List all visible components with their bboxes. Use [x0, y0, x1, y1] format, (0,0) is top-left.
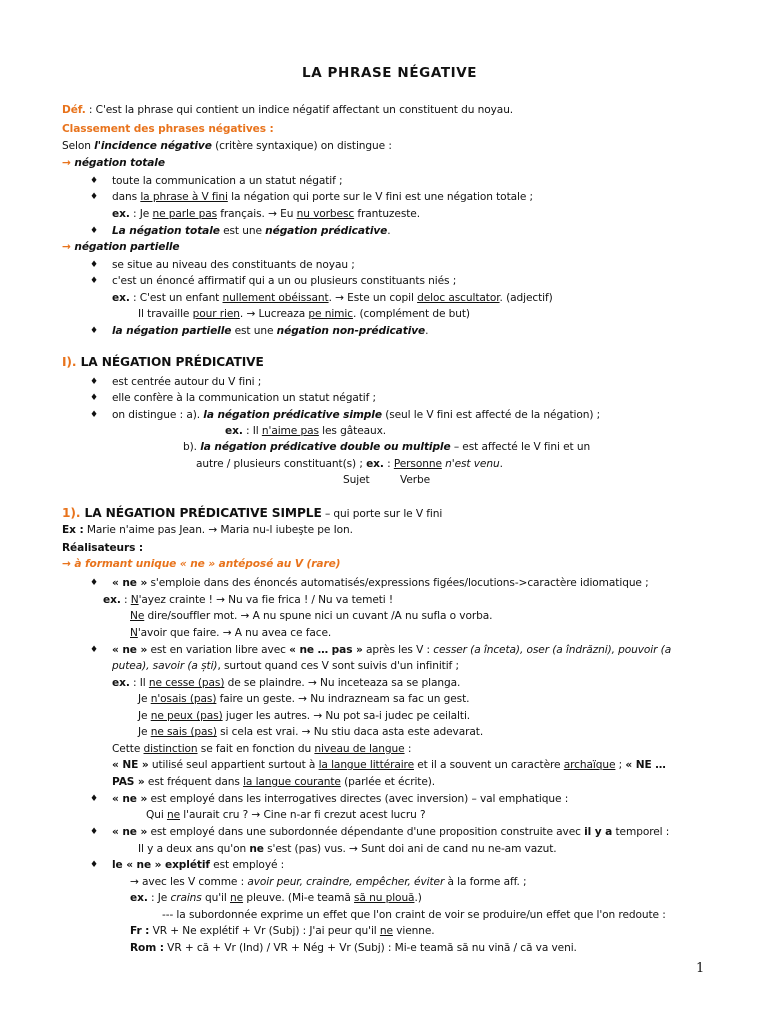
lang-label: Rom :: [130, 942, 164, 954]
list-item: [112, 576, 649, 590]
italic-text: cesser (a înceta), oser (a îndrăzni), pouvoir (a: [433, 644, 672, 656]
term: négation non-prédicative: [276, 325, 426, 337]
bullet-icon: ♦: [90, 377, 99, 387]
text: Je: [138, 710, 151, 722]
bullet-icon: ♦: [90, 645, 99, 655]
arrow-icon: →: [62, 241, 75, 253]
text: VR + că + Vr (Ind) / VR + Nég + Vr (Subj) : Mi-e teamă să nu vină / că va veni.: [163, 942, 577, 954]
italic-text: crains: [170, 892, 202, 904]
text: :: [404, 743, 412, 755]
classification-heading: Classement des phrases négatives :: [62, 123, 274, 135]
negation-partielle-heading: [62, 240, 180, 254]
ex-label: ex.: [103, 594, 121, 606]
text: est employé :: [209, 859, 285, 871]
text: français. → Eu: [217, 208, 297, 220]
definition-text: : C'est la phrase qui contient un indice négatif affectant un constituent du noyau.: [85, 104, 514, 116]
example-line: [138, 709, 470, 723]
arrow-icon: →: [62, 558, 75, 570]
note-line: [112, 758, 666, 772]
list-item: [112, 792, 568, 806]
text: (critère syntaxique) on distingue :: [211, 140, 392, 152]
example-line: [130, 891, 422, 905]
sub-item: [130, 875, 527, 889]
example-line: [103, 593, 393, 607]
text: .: [425, 325, 429, 337]
lang-label: Fr :: [130, 925, 150, 937]
example-line: [138, 842, 557, 856]
term: « NE …: [625, 759, 666, 771]
list-item: [112, 190, 533, 204]
text: . → Lucreaza: [239, 308, 309, 320]
text: est une: [219, 225, 266, 237]
bullet-icon: ♦: [90, 827, 99, 837]
ex-label: ex.: [130, 892, 148, 904]
underlined-text: nu vorbesc: [296, 208, 355, 220]
sub-item: --- la subordonnée exprime un effet que l'on craint de voir se produire/un effet que l'on redoute :: [162, 909, 666, 921]
underlined-text: ne peux (pas): [150, 710, 223, 722]
example-line: [130, 626, 331, 640]
label-verbe: Verbe: [400, 474, 431, 486]
text: qu'il: [201, 892, 230, 904]
text: si cela est vrai. → Nu stiu daca asta este adevarat.: [216, 726, 484, 738]
text: Il y a deux ans qu'on: [138, 843, 250, 855]
text: à la forme aff. ;: [444, 876, 527, 888]
text: :: [120, 594, 131, 606]
term: il y a: [584, 826, 613, 838]
text: VR + Ne explétif + Vr (Subj) : J'ai peur qu'il: [149, 925, 380, 937]
text: est employé dans une subordonnée dépendante d'une proposition construite avec: [147, 826, 585, 838]
text: les gâteaux.: [318, 425, 387, 437]
italic-text: avoir peur, craindre, empêcher, éviter: [247, 876, 445, 888]
text: : Je: [129, 208, 153, 220]
text: ;: [615, 759, 626, 771]
text: s'emploie dans des énoncés automatisés/expressions figées/locutions->caractère idiomatique ;: [147, 577, 649, 589]
text: Je: [138, 726, 151, 738]
underlined-text: Personne: [393, 458, 442, 470]
list-item: [112, 858, 284, 872]
ex-label: ex.: [366, 458, 384, 470]
text: : Je: [147, 892, 171, 904]
term: la négation prédicative double ou multiple: [200, 441, 451, 453]
underlined-text: distinction: [143, 743, 198, 755]
example-line: [138, 725, 483, 739]
heading-text: à formant unique « ne » antéposé au V (rare): [74, 558, 341, 570]
text: Marie n'aime pas Jean. → Maria nu-l iubeşte pe Ion.: [83, 524, 353, 536]
example-line: [130, 609, 492, 623]
underlined-text: niveau de langue: [314, 743, 405, 755]
realisateurs-heading: Réalisateurs :: [62, 542, 144, 554]
list-item: c'est un énoncé affirmatif qui a un ou plusieurs constituants niés ;: [112, 275, 457, 287]
heading-text: négation partielle: [74, 241, 180, 253]
term: La négation totale: [112, 225, 220, 237]
bullet-icon: ♦: [90, 393, 99, 403]
text: b).: [183, 441, 201, 453]
underlined-text: ne: [379, 925, 393, 937]
selon-line: [62, 139, 392, 153]
term: négation prédicative: [265, 225, 388, 237]
text: vienne.: [392, 925, 435, 937]
text: Je: [138, 693, 151, 705]
example-line: [112, 291, 553, 305]
text: :: [383, 458, 394, 470]
list-item: toute la communication a un statut négatif ;: [112, 175, 343, 187]
underlined-text: pour rien: [192, 308, 240, 320]
example-line: [146, 808, 426, 822]
underlined-text: ne sais (pas): [150, 726, 217, 738]
section-number: 1).: [62, 506, 81, 520]
label-sujet: Sujet: [343, 474, 370, 486]
text: est en variation libre avec: [147, 644, 290, 656]
term: la négation partielle: [112, 325, 232, 337]
underlined-text: N: [130, 627, 138, 639]
formula-rom: [130, 941, 577, 955]
term: l'incidence négative: [94, 140, 212, 152]
text: Selon: [62, 140, 95, 152]
bullet-icon: ♦: [90, 276, 99, 286]
text: dire/souffler mot. → A nu spune nici un cuvant /A nu sufla o vorba.: [144, 610, 493, 622]
subsection-heading: [62, 506, 442, 521]
bullet-icon: ♦: [90, 410, 99, 420]
section-heading: [62, 355, 264, 369]
example-line: [112, 207, 420, 221]
list-item: [112, 825, 669, 839]
italic-text: n'est venu: [445, 458, 500, 470]
text: .: [499, 458, 503, 470]
text: faire un geste. → Nu indrazneam sa fac un gest.: [216, 693, 470, 705]
text: , surtout quand ces V sont suivis d'un infinitif ;: [217, 660, 459, 672]
ex-label: ex.: [112, 677, 130, 689]
underlined-text: ne: [230, 892, 244, 904]
section-title: LA NÉGATION PRÉDICATIVE: [76, 355, 264, 369]
formula-fr: [130, 924, 435, 938]
text: et il a souvent un caractère: [414, 759, 564, 771]
note-line: [112, 742, 411, 756]
definition-line: [62, 103, 513, 117]
underlined-text: archaïque: [563, 759, 616, 771]
formant-heading: [62, 557, 340, 571]
text: .: [387, 225, 391, 237]
underlined-text: ne: [166, 809, 181, 821]
underlined-text: pe nimic: [308, 308, 353, 320]
list-item: est centrée autour du V fini ;: [112, 376, 262, 388]
term: « ne »: [112, 826, 148, 838]
text: juger les autres. → Nu pot sa-i judec pe ceilalti.: [222, 710, 471, 722]
page-title: LA PHRASE NÉGATIVE: [302, 65, 478, 81]
list-item: [112, 643, 671, 657]
section-title: LA NÉGATION PRÉDICATIVE SIMPLE: [80, 506, 322, 520]
list-item: elle confère à la communication un statut négatif ;: [112, 392, 376, 404]
term: « ne »: [112, 577, 148, 589]
text: (seul le V fini est affecté de la négation) ;: [381, 409, 601, 421]
text: . → Este un copil: [328, 292, 418, 304]
underlined-text: nullement obéissant: [222, 292, 329, 304]
text: frantuzeste.: [354, 208, 420, 220]
term: « ne »: [112, 793, 148, 805]
page-number: 1: [696, 961, 705, 976]
term: « ne … pas »: [289, 644, 363, 656]
text: est employé dans les interrogatives directes (avec inversion) – val emphatique :: [147, 793, 569, 805]
term: « ne »: [112, 644, 148, 656]
example-line: [196, 457, 503, 471]
example-line: [62, 523, 353, 537]
underlined-text: ne cesse (pas): [148, 677, 225, 689]
text: : C'est un enfant: [129, 292, 223, 304]
text: temporel :: [612, 826, 670, 838]
note-line: [112, 775, 435, 789]
example-line: [138, 692, 469, 706]
option-b-line: [183, 440, 590, 454]
underlined-text: N: [130, 594, 139, 606]
example-line: [112, 676, 460, 690]
list-item: [112, 224, 391, 238]
text: pleuve. (Mi-e teamă: [243, 892, 355, 904]
text: on distingue : a).: [112, 409, 204, 421]
text: . (complément de but): [352, 308, 470, 320]
text: l'aurait cru ? → Cine n-ar fi crezut acest lucru ?: [180, 809, 426, 821]
term: ne: [249, 843, 264, 855]
underlined-text: Ne: [130, 610, 145, 622]
term: la négation prédicative simple: [203, 409, 382, 421]
list-item-continuation: [112, 659, 459, 673]
term: « NE »: [112, 759, 149, 771]
text: 'ayez crainte ! → Nu va fie frica ! / Nu va temeti !: [138, 594, 394, 606]
bullet-icon: ♦: [90, 326, 99, 336]
term: le « ne » explétif: [112, 859, 210, 871]
bullet-icon: ♦: [90, 260, 99, 270]
text: → avec les V comme :: [130, 876, 248, 888]
text: . (adjectif): [499, 292, 553, 304]
underlined-text: ne parle pas: [152, 208, 218, 220]
text: utilisé seul appartient surtout à: [148, 759, 319, 771]
text: .): [414, 892, 422, 904]
underlined-text: să nu plouă: [354, 892, 415, 904]
text: autre / plusieurs constituant(s) ;: [196, 458, 367, 470]
bullet-icon: ♦: [90, 794, 99, 804]
bullet-icon: ♦: [90, 192, 99, 202]
text: est une: [231, 325, 277, 337]
underlined-text: la phrase à V fini: [140, 191, 228, 203]
text: est fréquent dans: [144, 776, 244, 788]
list-item: [112, 408, 600, 422]
ex-label: ex.: [225, 425, 243, 437]
text: Il travaille: [138, 308, 193, 320]
text: s'est (pas) vus. → Sunt doi ani de cand nu ne-am vazut.: [263, 843, 557, 855]
underlined-text: n'osais (pas): [150, 693, 217, 705]
text: : Il: [129, 677, 149, 689]
text: – qui porte sur le V fini: [321, 508, 443, 520]
bullet-icon: ♦: [90, 578, 99, 588]
text: : Il: [242, 425, 262, 437]
negation-totale-heading: [62, 156, 165, 170]
section-number: I).: [62, 355, 77, 369]
bullet-icon: ♦: [90, 860, 99, 870]
text: (parlée et écrite).: [340, 776, 436, 788]
definition-label: Déf.: [62, 104, 86, 116]
ex-label: Ex :: [62, 524, 84, 536]
underlined-text: deloc ascultator: [417, 292, 500, 304]
underlined-text: la langue courante: [243, 776, 341, 788]
text: se fait en fonction du: [197, 743, 315, 755]
arrow-icon: →: [62, 157, 75, 169]
underlined-text: n'aime pas: [261, 425, 319, 437]
text: dans: [112, 191, 141, 203]
text: – est affecté le V fini et un: [450, 441, 591, 453]
term: PAS »: [112, 776, 145, 788]
italic-text: putea), savoir (a ști): [112, 660, 218, 672]
list-item: [112, 324, 428, 338]
underlined-text: la langue littéraire: [318, 759, 414, 771]
text: Cette: [112, 743, 144, 755]
list-item: se situe au niveau des constituants de noyau ;: [112, 259, 355, 271]
bullet-icon: ♦: [90, 226, 99, 236]
text: 'avoir que faire. → A nu avea ce face.: [137, 627, 332, 639]
heading-text: négation totale: [74, 157, 165, 169]
bullet-icon: ♦: [90, 176, 99, 186]
ex-label: ex.: [112, 208, 130, 220]
text: Qui: [146, 809, 167, 821]
ex-label: ex.: [112, 292, 130, 304]
example-line: [138, 307, 470, 321]
text: la négation qui porte sur le V fini est une négation totale ;: [227, 191, 534, 203]
text: de se plaindre. → Nu inceteaza sa se planga.: [224, 677, 461, 689]
example-line: [225, 424, 386, 438]
text: après les V :: [362, 644, 434, 656]
